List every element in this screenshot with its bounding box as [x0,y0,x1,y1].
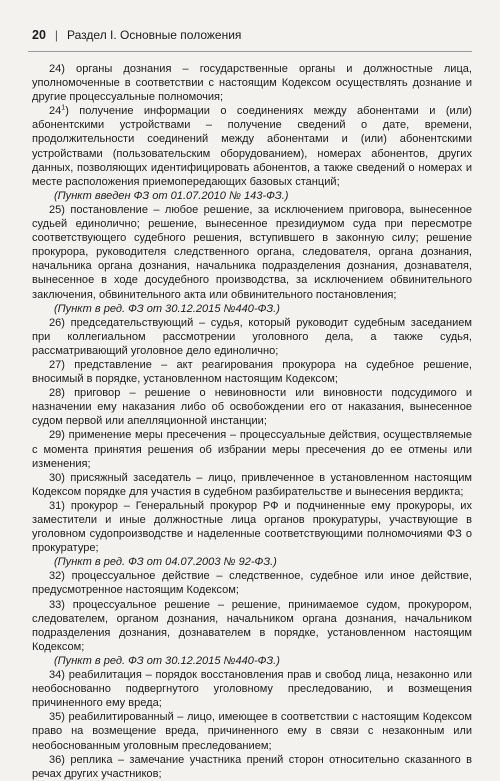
definition-item [32,471,472,499]
amendment-note [32,302,472,316]
paragraph-text: 34) реабилитация – порядок восстановления прав и свобод лица, незаконно или необоснованно подвергнутого уголовному преследованию, и возмещения причиненного ему вреда; [32,669,472,710]
page-number: 20 [32,28,46,42]
definition-item [32,598,472,654]
amendment-note [32,654,472,668]
paragraph-text: ) получение информации о соединениях между абонентами и (или) абонентскими устройствами – получение сведений о дате, времени, продолжительности соединений между абонентами и (или) абонентскими устройствами (пользовательским оборудованием), номерах абонентов, других данных, позволяющих идентифицировать абонентов, а также сведений о номерах и месте расположения приемопередающих базовых станций; [32,105,472,188]
definition-item [32,104,472,189]
definition-item [32,569,472,597]
paragraph-text: 32) процессуальное действие – следственное, судебное или иное действие, предусмотренное настоящим Кодексом; [32,570,472,597]
paragraph-text: 25) постановление – любое решение, за исключением приговора, вынесенное судьей единолично; решение, вынесенное президиумом суда при пересмотре соответствующего судебного решения, вступившего в законную силу; решение прокурора, руководителя следственного органа, следователя, органа дознания, начальника органа дознания, начальника подразделения дознания, дознавателя, вынесенное в ходе досудебного производства, за исключением обвинительного заключения, обвинительного акта или обвинительного постановления; [32,203,472,301]
definition-item [32,62,472,104]
item-number: 24 [49,105,62,118]
item-superscript: 1 [61,104,66,112]
definition-item [32,358,472,386]
paragraph-text: (Пункт в ред. ФЗ от 04.07.2003 № 92-ФЗ.) [54,556,277,569]
definition-item [32,386,472,428]
paragraph-text: 30) присяжный заседатель – лицо, привлеченное в установленном настоящим Кодексом порядке для участия в судебном разбирательстве и вынесения вердикта; [32,471,472,498]
definition-item [32,668,472,710]
section-title: Раздел I. Основные положения [67,28,242,42]
definition-item [32,203,472,302]
paragraph-text: (Пункт введен ФЗ от 01.07.2010 № 143-ФЗ.) [54,189,289,202]
definition-item [32,753,472,781]
paragraph-text: (Пункт в ред. ФЗ от 30.12.2015 №440-ФЗ.) [54,302,280,315]
paragraph-text: 35) реабилитированный – лицо, имеющее в соответствии с настоящим Кодексом право на возмещение вреда, причиненного ему в связи с незаконным или необоснованным уголовным преследованием; [32,711,472,752]
paragraph-text: 27) представление – акт реагирования прокурора на судебное решение, вносимый в порядке, установленном настоящим Кодексом; [32,358,472,386]
paragraph-text: 28) приговор – решение о невиновности или виновности подсудимого и назначении ему наказания либо об освобождении его от наказания, вынесенное судом первой или апелляционной инстанции; [32,387,472,428]
amendment-note [32,555,472,569]
definition-item [32,428,472,470]
running-header [32,26,472,44]
definition-item [32,316,472,358]
paragraph-text: 31) прокурор – Генеральный прокурор РФ и подчиненные ему прокуроры, их заместители и иные должностные лица органов прокуратуры, участвующие в уголовном судопроизводстве и наделенные соответствующими полномочиями ФЗ о прокуратуре; [32,499,472,555]
paragraph-text: 36) реплика – замечание участника прений сторон относительно сказанного в речах других участников; [32,753,472,780]
page-body [32,62,472,781]
paragraph-text: 29) применение меры пресечения – процессуальные действия, осуществляемые с момента принятия решения об избрании меры пресечения до ее отмены или изменения; [32,429,472,470]
paragraph-text: 33) процессуальное решение – решение, принимаемое судом, прокурором, следователем, органом дознания, начальником органа дознания, начальником подразделения дознания, дознавателем в порядке, установленном настоящим Кодексом; [32,598,472,653]
amendment-note [32,189,472,203]
paragraph-text: 24) органы дознания – государственные органы и должностные лица, уполномоченные в соответствии с настоящим Кодексом осуществлять дознание и другие процессуальные полномочия; [32,63,472,104]
paragraph-text: (Пункт в ред. ФЗ от 30.12.2015 №440-ФЗ.) [54,654,280,667]
header-separator: | [54,28,59,42]
paragraph-text: 26) председательствующий – судья, который руководит судебным заседанием при коллегиальном рассмотрении уголовного дела, а также судья, рассматривающий уголовное дело единолично; [32,316,472,357]
definition-item [32,499,472,555]
header-rule [28,51,472,52]
definition-item [32,710,472,752]
